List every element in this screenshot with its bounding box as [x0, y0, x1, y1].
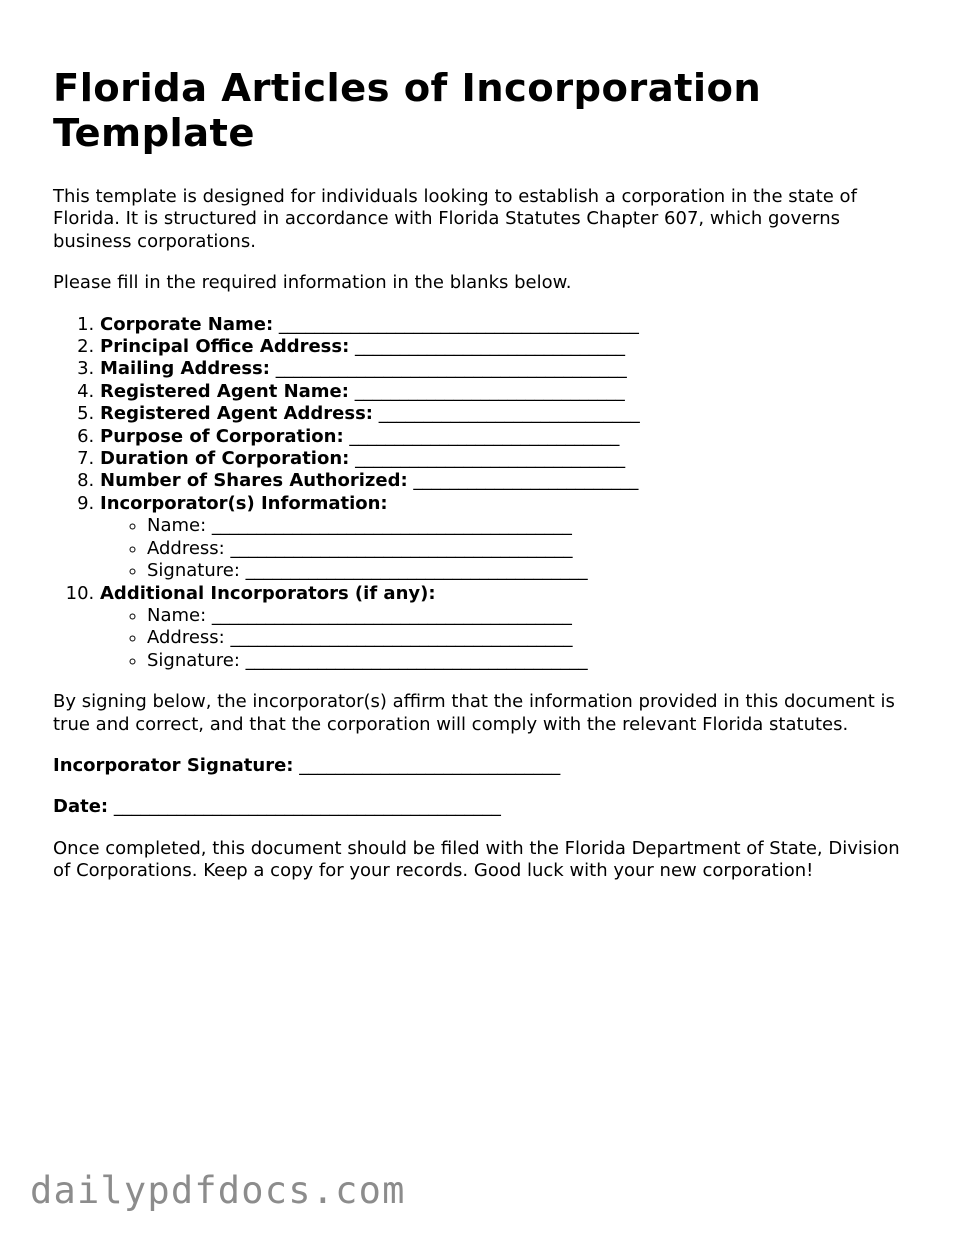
field-label: Name:	[147, 515, 207, 537]
fill-blank[interactable]: _______________________________________	[275, 358, 627, 380]
document-page	[53, 66, 913, 902]
list-item	[100, 426, 913, 448]
field-label: Mailing Address:	[100, 358, 270, 380]
list-item	[100, 336, 913, 358]
fill-blank[interactable]: _____________________________	[378, 403, 640, 425]
signature-line	[53, 755, 913, 777]
form-field-list	[53, 314, 913, 673]
field-label: Number of Shares Authorized:	[100, 470, 408, 492]
fill-blank[interactable]: ______________________________________	[245, 649, 588, 671]
fill-blank[interactable]: ______________________________	[349, 425, 620, 447]
field-label: Name:	[147, 604, 207, 626]
fill-blank[interactable]: _________________________	[413, 470, 639, 492]
incorporator-sublist	[100, 515, 913, 582]
field-label: Address:	[147, 537, 225, 559]
instruction-paragraph: Please fill in the required information in the blanks below.	[53, 272, 572, 294]
fill-blank[interactable]: ________________________________________	[211, 515, 572, 537]
fill-blank[interactable]: ______________________________________	[245, 560, 588, 582]
fill-blank[interactable]: ________________________________________	[211, 604, 572, 626]
fill-blank[interactable]: ______________________________________	[230, 627, 573, 649]
field-label: Principal Office Address:	[100, 336, 350, 358]
list-item	[100, 403, 913, 425]
fill-blank[interactable]: ______________________________	[354, 380, 625, 402]
fill-blank[interactable]: ______________________________	[355, 336, 626, 358]
list-item	[100, 448, 913, 470]
page-title: Florida Articles of Incorporation Template	[53, 66, 762, 156]
field-label: Registered Agent Name:	[100, 380, 349, 402]
list-item	[100, 381, 913, 403]
list-item	[100, 583, 913, 673]
fill-blank[interactable]: ________________________________________	[278, 313, 639, 335]
field-label: Corporate Name:	[100, 313, 274, 335]
list-item	[147, 627, 913, 649]
field-label: Registered Agent Address:	[100, 403, 374, 425]
date-line	[53, 796, 913, 818]
watermark: dailypdfdocs.com	[30, 1169, 406, 1212]
signature-blank[interactable]: _____________________________	[299, 754, 561, 776]
list-item	[100, 470, 913, 492]
field-label: Duration of Corporation:	[100, 448, 350, 470]
intro-paragraph: This template is designed for individuals looking to establish a corporation in the state of Florida. It is structured in accordance with Florida Statutes Chapter 607, which governs business corporations.	[53, 186, 857, 252]
closing-paragraph: Once completed, this document should be filed with the Florida Department of State, Division of Corporations. Keep a copy for your records. Good luck with your new corporation!	[53, 837, 900, 882]
date-blank[interactable]: ___________________________________________	[113, 796, 501, 818]
list-item	[147, 605, 913, 627]
list-item	[147, 560, 913, 582]
field-label: Signature:	[147, 560, 240, 582]
field-label: Incorporator(s) Information:	[100, 492, 388, 514]
list-item	[147, 515, 913, 537]
field-label: Purpose of Corporation:	[100, 425, 344, 447]
affirmation-paragraph: By signing below, the incorporator(s) affirm that the information provided in this document is true and correct, and that the corporation will comply with the relevant Florida statutes.	[53, 691, 895, 735]
list-item	[147, 650, 913, 672]
field-label: Signature:	[147, 649, 240, 671]
list-item	[100, 314, 913, 336]
fill-blank[interactable]: ______________________________________	[230, 537, 573, 559]
field-label: Additional Incorporators (if any):	[100, 582, 436, 604]
signature-label: Incorporator Signature:	[53, 754, 294, 776]
date-label: Date:	[53, 796, 109, 818]
list-item	[100, 493, 913, 583]
field-label: Address:	[147, 627, 225, 649]
list-item	[100, 358, 913, 380]
additional-incorporator-sublist	[100, 605, 913, 672]
fill-blank[interactable]: ______________________________	[355, 448, 626, 470]
list-item	[147, 538, 913, 560]
